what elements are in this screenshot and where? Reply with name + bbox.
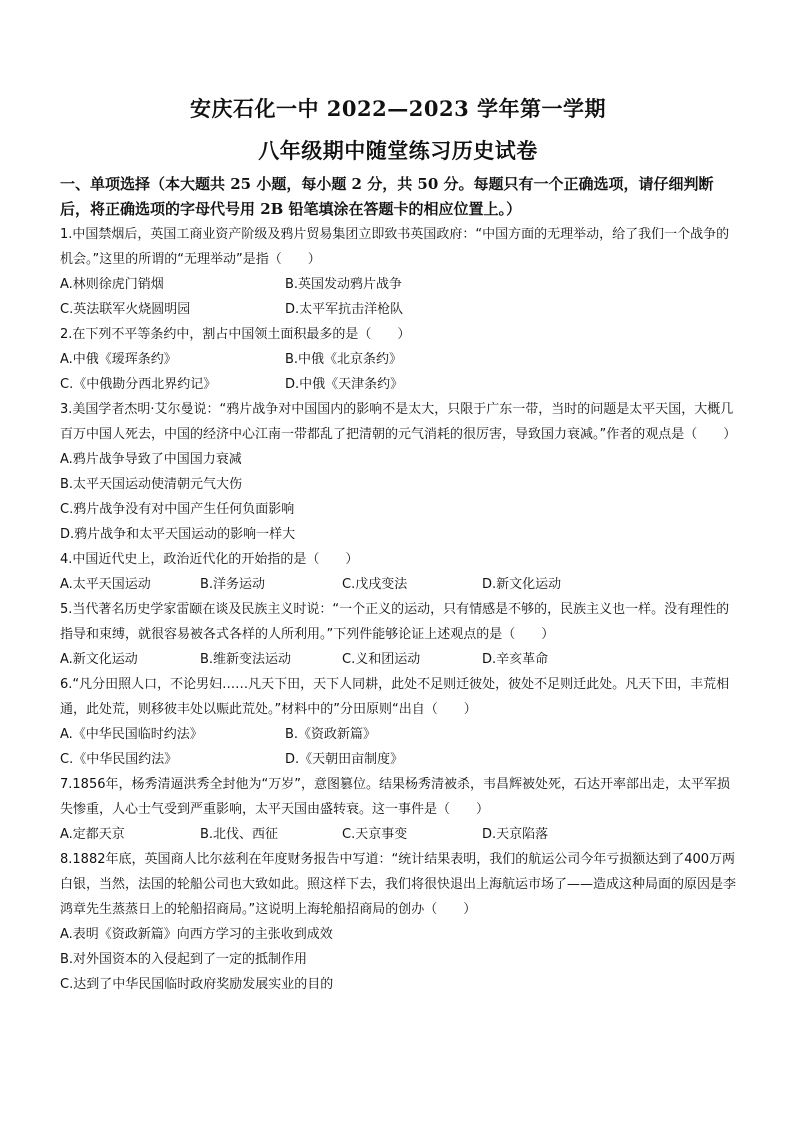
option-a: A.林则徐虎门销烟 [60,277,164,292]
question-2 [60,322,736,397]
option-group [60,922,736,997]
option-c: C.英法联军火烧圆明园 [60,302,191,317]
question-8 [60,847,736,997]
option-group [60,572,736,597]
option-d: D.新文化运动 [482,577,562,592]
option-a: A.中俄《瑷珲条约》 [60,352,177,367]
exam-title-subject: 八年级期中随堂练习历史试卷 [258,138,538,163]
question-stem: 3.美国学者杰明·艾尔曼说：“鸦片战争对中国国内的影响不是太大，只限于广东一带，当时的问题是太平天国，大概几百万中国人死去，中国的经济中心江南一带都乱了把清朝的元气消耗的很厉害，导致国力衰减。”作者的观点是（ ） [60,402,737,442]
exam-page [60,92,736,997]
option-group [60,822,736,847]
option-group [60,447,736,547]
question-4 [60,547,736,597]
option-b: B.《资政新篇》 [285,727,377,742]
question-5 [60,597,736,672]
option-group [60,347,736,397]
option-b: B.维新变法运动 [200,652,292,667]
option-b: B.英国发动鸦片战争 [285,277,403,292]
option-a: A.太平天国运动 [60,577,151,592]
question-1 [60,222,736,322]
option-d: D.鸦片战争和太平天国运动的影响一样大 [60,527,296,542]
question-stem: 6.“凡分田照人口，不论男妇……凡天下田，天下人同耕，此处不足则迁彼处，彼处不足则迁此处。凡天下田，丰荒相通，此处荒，则移彼丰处以赈此荒处。”材料中的”分田原则“出自（ ） [60,677,730,717]
option-group [60,647,736,672]
exam-title-school: 安庆石化一中 2022—2023 学年第一学期 [189,96,606,121]
option-b: B.洋务运动 [200,577,266,592]
option-a: A.表明《资政新篇》向西方学习的主张收到成效 [60,927,333,942]
question-stem: 7.1856年，杨秀清逼洪秀全封他为“万岁”，意图篡位。结果杨秀清被杀，韦昌辉被处死，石达开率部出走，太平军损失惨重，人心士气受到严重影响，太平天国由盛转衰。这一事件是（ ） [60,777,730,817]
option-c: C.达到了中华民国临时政府奖励发展实业的目的 [60,977,334,992]
option-b: B.太平天国运动使清朝元气大伤 [60,477,243,492]
option-d: D.中俄《天津条约》 [285,377,404,392]
option-b: B.对外国资本的入侵起到了一定的抵制作用 [60,952,308,967]
option-group [60,722,736,772]
option-d: D.天京陷落 [482,827,549,842]
question-6 [60,672,736,772]
option-d: D.《天朝田亩制度》 [285,752,404,767]
option-a: A.定都天京 [60,827,125,842]
option-b: B.中俄《北京条约》 [285,352,403,367]
question-stem: 1.中国禁烟后，英国工商业资产阶级及鸦片贸易集团立即致书英国政府：“中国方面的无理举动，给了我们一个战争的机会。”这里的所谓的“无理举动”是指（ ） [60,227,730,267]
option-c: C.鸦片战争没有对中国产生任何负面影响 [60,502,295,517]
section-heading: 一、单项选择（本大题共 25 小题，每小题 2 分，共 50 分。每题只有一个正确选项，请仔细判断后，将正确选项的字母代号用 2B 铅笔填涂在答题卡的相应位置上。） [60,175,714,218]
question-stem: 5.当代著名历史学家雷颐在谈及民族主义时说：“一个正义的运动，只有情感是不够的，民族主义也一样。没有理性的指导和束缚，就很容易被各式各样的人所利用。”下列件能够论证上述观点的是（ ） [60,602,730,642]
question-stem: 4.中国近代史上，政治近代化的开始指的是（ ） [60,552,359,567]
option-c: C.义和团运动 [342,652,421,667]
option-a: A.新文化运动 [60,652,138,667]
question-list [60,222,736,997]
option-d: D.辛亥革命 [482,652,549,667]
option-c: C.《中俄勘分西北界约记》 [60,377,217,392]
option-c: C.天京事变 [342,827,408,842]
question-7 [60,772,736,847]
question-3 [60,397,736,547]
option-b: B.北伐、西征 [200,827,279,842]
option-c: C.《中华民国约法》 [60,752,178,767]
option-d: D.太平军抗击洋枪队 [285,302,404,317]
option-c: C.戊戌变法 [342,577,408,592]
option-a: A.《中华民国临时约法》 [60,727,203,742]
option-group [60,272,736,322]
question-stem: 8.1882年底，英国商人比尔兹利在年度财务报告中写道：“统计结果表明，我们的航运公司今年亏损额达到了400万两白银，当然，法国的轮船公司也大致如此。照这样下去，我们将很快退出上海航运市场了——造成这种局面的原因是李鸿章先生蒸蒸日上的轮船招商局。”这说明上海轮船招商局的创办（ ） [60,852,737,917]
option-a: A.鸦片战争导致了中国国力衰减 [60,452,242,467]
question-stem: 2.在下列不平等条约中，割占中国领土面积最多的是（ ） [60,327,411,342]
